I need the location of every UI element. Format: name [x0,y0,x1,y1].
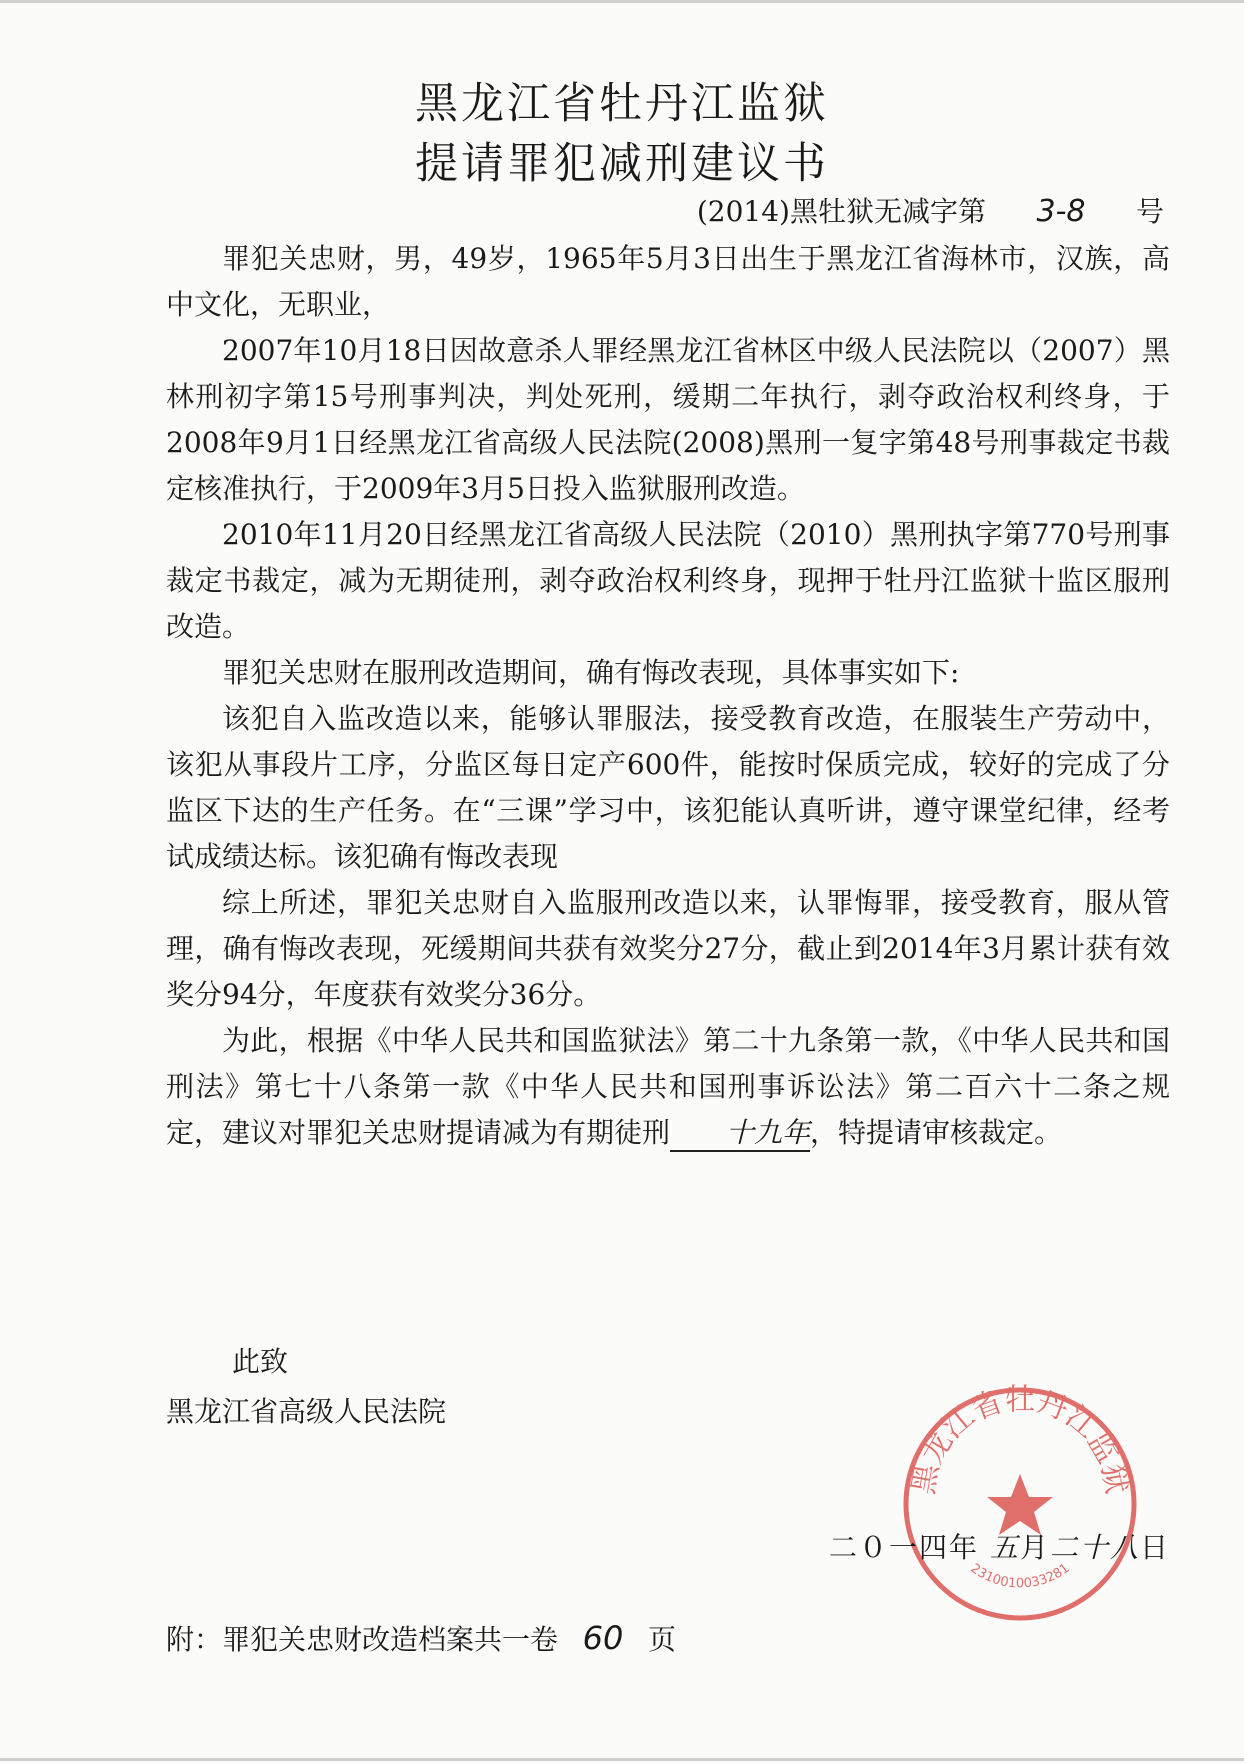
docno-prefix: (2014)黑牡狱无减字第 [696,195,986,228]
addressee-court: 黑龙江省高级人民法院 [166,1395,447,1428]
seal-code-text: 2310010033281 [967,1561,1073,1592]
date-day-handwritten: 二十八 [1049,1531,1140,1564]
recommendation-text-b: ，特提请审核裁定。 [810,1116,1063,1149]
attachment-prefix: 附：罪犯关忠财改造档案共一卷 [166,1623,559,1656]
title-line-1: 黑龙江省牡丹江监狱 [415,79,829,129]
attachment-pages-handwritten: 60 [582,1619,624,1657]
document-number [697,190,1164,230]
title-line-2: 提请罪犯减刑建议书 [415,139,829,189]
paragraph-facts: 该犯自入监改造以来，能够认罪服法，接受教育改造，在服装生产劳动中，该犯从事段片工序，分监区每日定产600件，能按时保质完成，较好的完成了分监区下达的生产任务。在“三课”学习中，该犯能认真听讲，遵守课堂纪律，经考试成绩达标。该犯确有悔改表现 [166,702,1170,873]
paragraph-facts-intro: 罪犯关忠财在服刑改造期间，确有悔改表现，具体事实如下: [222,656,960,689]
scan-edge-top [0,0,1244,3]
recommendation-text-a: 为此，根据《中华人民共和国监狱法》第二十九条第一款，《中华人民共和国刑法》第七十八条第一款《中华人民共和国刑事诉讼法》第二百六十二条之规定，建议对罪犯关忠财提请减为有期徒刑 [166,1024,1170,1149]
docno-handwritten: 3-8 [1036,194,1086,229]
date-month-word: 月 [1019,1531,1050,1564]
document-body [166,236,1170,1156]
paragraph-recommendation [166,1018,1170,1156]
date-day-word: 日 [1139,1531,1170,1564]
docno-suffix: 号 [1135,195,1164,228]
official-seal-icon [898,1382,1142,1626]
date-year: 二０一四年 [829,1531,980,1564]
seal-name-text: 黑龙江省牡丹江监狱 [906,1382,1134,1497]
document-date [829,1526,1170,1566]
recommended-term-handwritten: 十九年 [670,1116,810,1152]
date-month-handwritten: 五 [989,1531,1020,1564]
paragraph-commutation: 2010年11月20日经黑龙江省高级人民法院（2010）黑刑执字第770号刑事裁定书裁定，减为无期徒刑，剥夺政治权利终身，现押于牡丹江监狱十监区服刑改造。 [166,518,1170,643]
paragraph-summary: 综上所述，罪犯关忠财自入监服刑改造以来，认罪悔罪，接受教育，服从管理，确有悔改表现，死缓期间共获有效奖分27分，截止到2014年3月累计获有效奖分94分，年度获有效奖分36分。 [166,886,1170,1011]
scan-edge-bottom [0,1758,1244,1761]
attachment-note [166,1618,676,1658]
paragraph-personal-info: 罪犯关忠财，男，49岁，1965年5月3日出生于黑龙江省海林市，汉族，高中文化，无职业， [166,242,1170,321]
attachment-suffix: 页 [648,1623,677,1656]
paragraph-sentence: 2007年10月18日因故意杀人罪经黑龙江省林区中级人民法院以（2007）黑林刑初字第15号刑事判决，判处死刑，缓期二年执行，剥夺政治权利终身，于2008年9月1日经黑龙江省高级人民法院(2008)黑刑一复字第48号刑事裁定书裁定核准执行，于2009年3月5日投入监狱服刑改造。 [166,334,1170,505]
salutation: 此致 [232,1345,289,1378]
